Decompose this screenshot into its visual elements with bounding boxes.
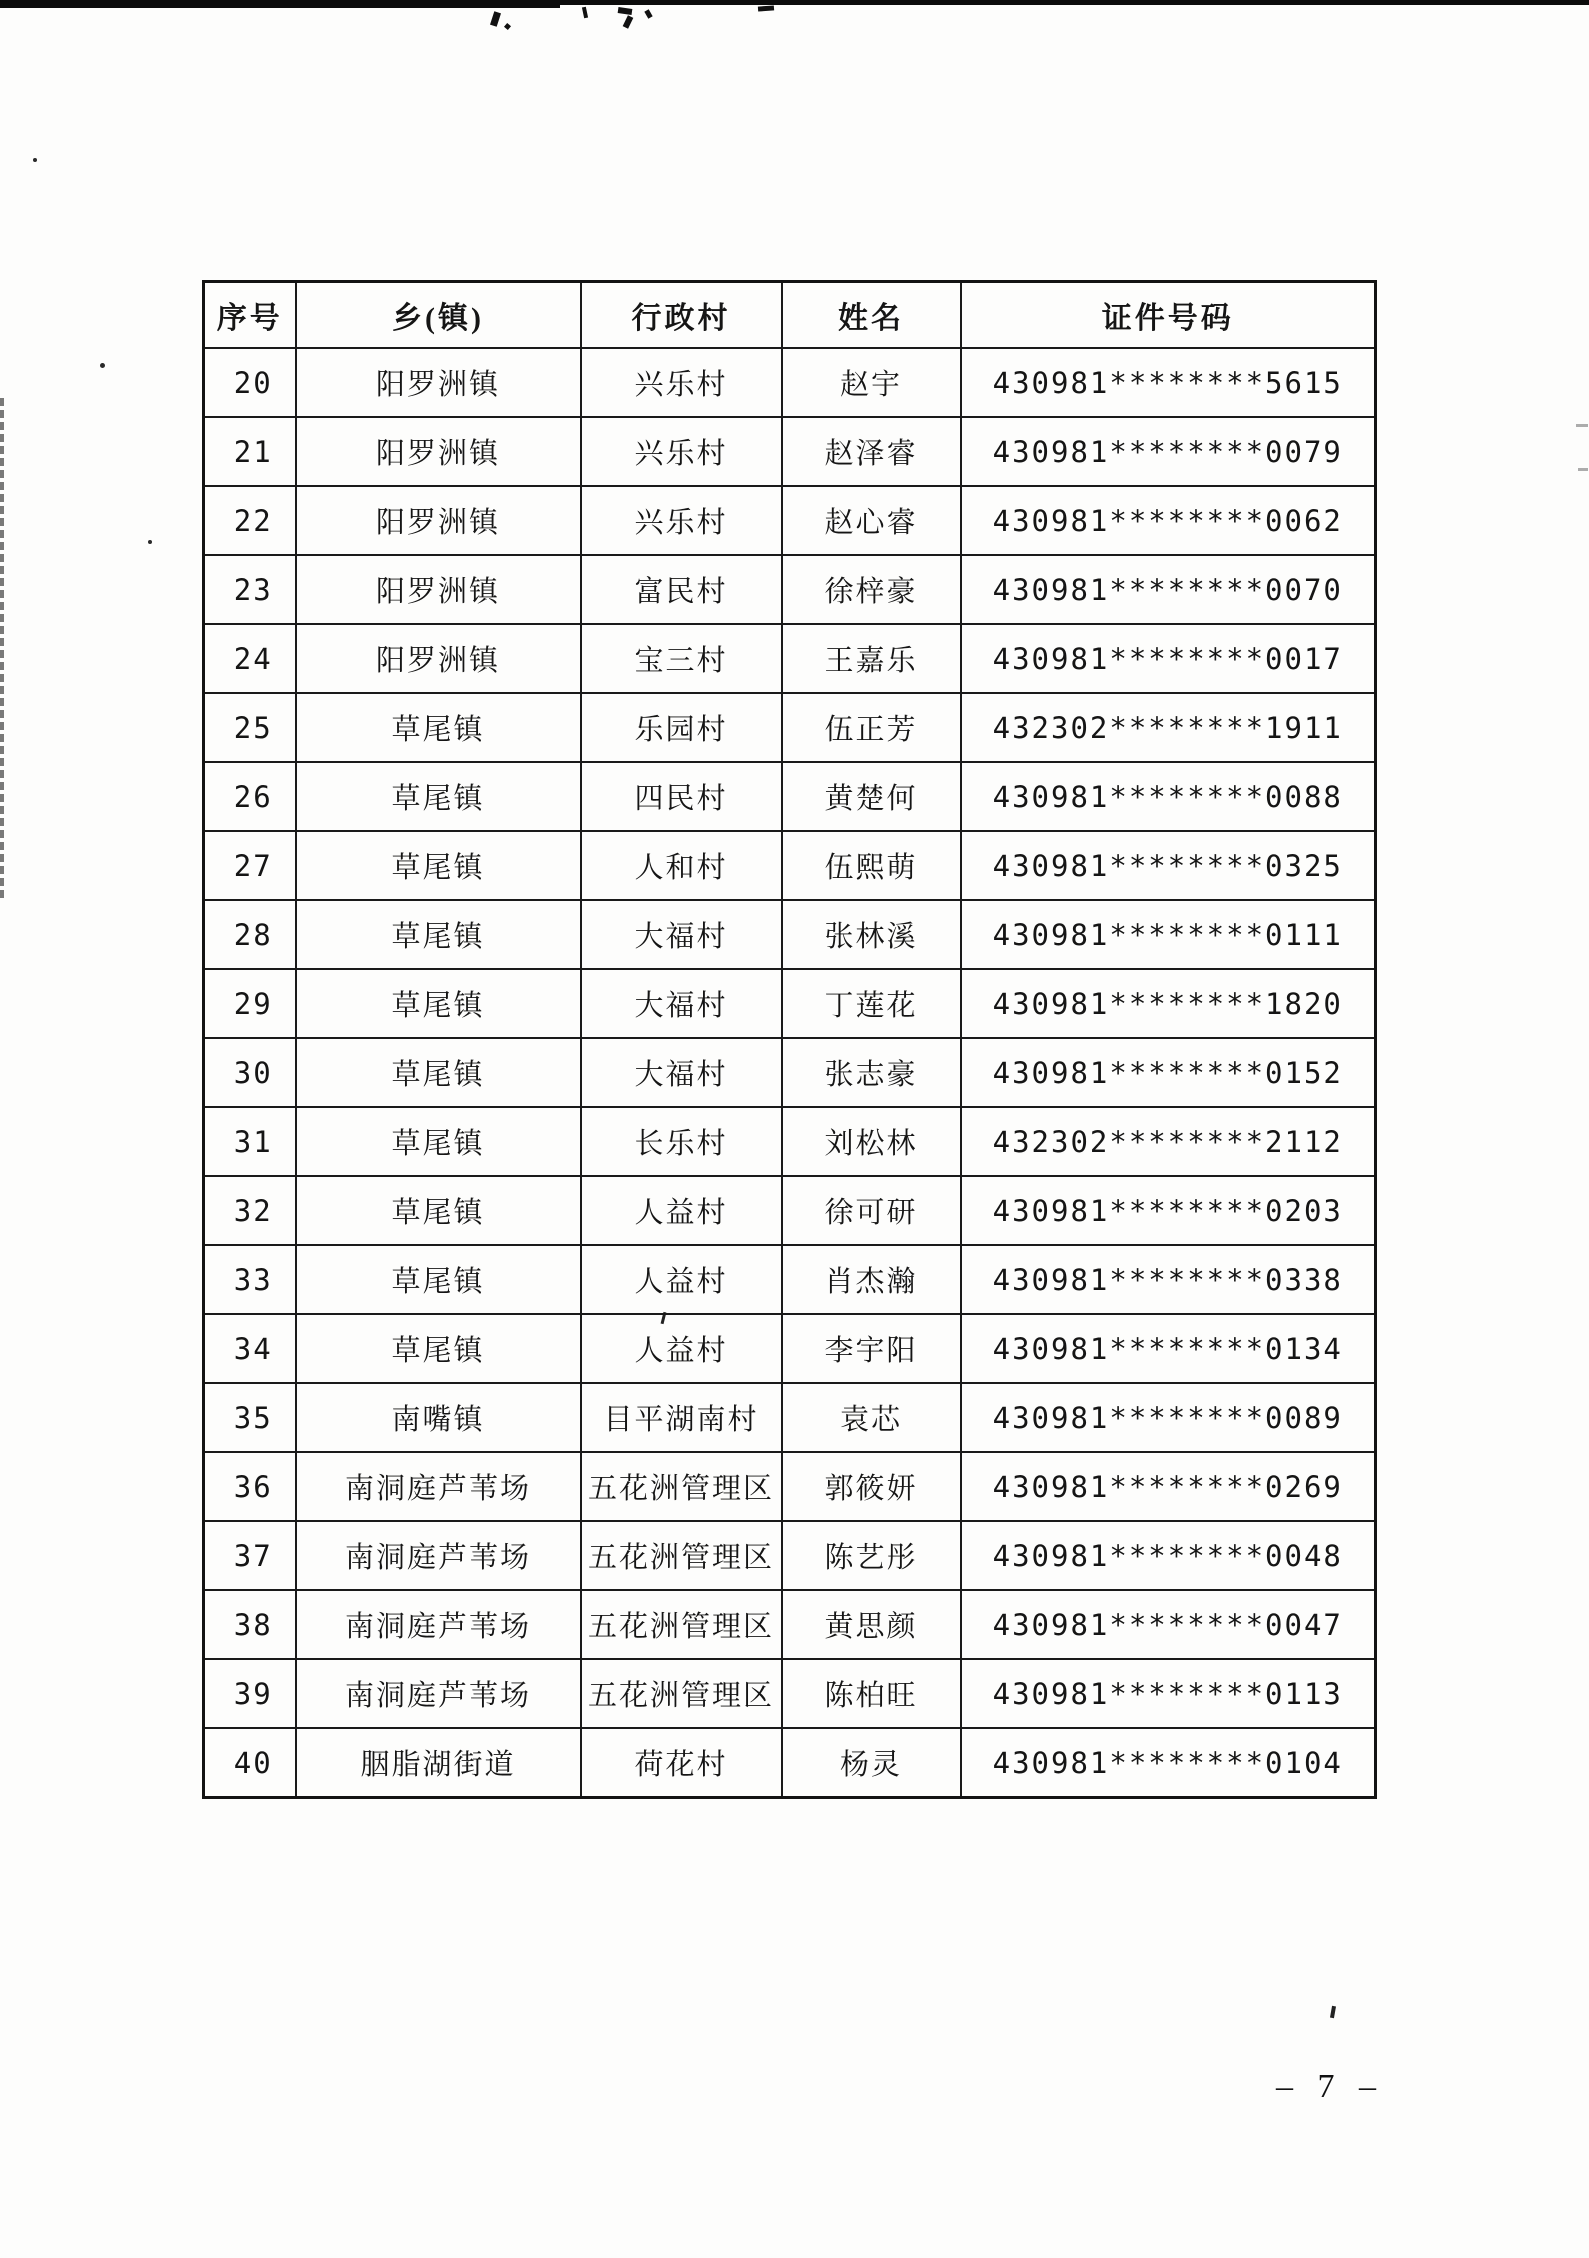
ink-speck [504,23,511,30]
cell-name: 赵宇 [782,348,961,417]
scan-artifact-right-edge [1578,468,1588,471]
cell-name: 丁莲花 [782,969,961,1038]
ink-speck [644,9,652,18]
cell-village: 宝三村 [581,624,782,693]
cell-township: 草尾镇 [296,1245,581,1314]
cell-village: 五花洲管理区 [581,1452,782,1521]
cell-serial: 23 [204,555,296,624]
cell-village: 兴乐村 [581,348,782,417]
cell-serial: 22 [204,486,296,555]
cell-name: 徐梓豪 [782,555,961,624]
cell-township: 阳罗洲镇 [296,417,581,486]
cell-township: 阳罗洲镇 [296,348,581,417]
cell-village: 长乐村 [581,1107,782,1176]
cell-township: 草尾镇 [296,762,581,831]
cell-serial: 28 [204,900,296,969]
ink-dot [148,540,152,544]
table-row [204,1038,1376,1107]
ink-tick [1330,2006,1336,2019]
cell-name: 赵泽睿 [782,417,961,486]
cell-village: 人益村 [581,1245,782,1314]
table-row [204,1176,1376,1245]
cell-name: 陈艺彤 [782,1521,961,1590]
cell-serial: 34 [204,1314,296,1383]
cell-id-number: 430981********0113 [961,1659,1376,1728]
table-row [204,693,1376,762]
cell-township: 阳罗洲镇 [296,555,581,624]
header-id-number: 证件号码 [961,282,1376,349]
cell-name: 陈柏旺 [782,1659,961,1728]
cell-name: 伍熙萌 [782,831,961,900]
header-serial: 序号 [204,282,296,349]
cell-serial: 32 [204,1176,296,1245]
cell-township: 南洞庭芦苇场 [296,1452,581,1521]
cell-name: 徐可研 [782,1176,961,1245]
header-village: 行政村 [581,282,782,349]
cell-name: 伍正芳 [782,693,961,762]
table-row [204,1107,1376,1176]
cell-village: 五花洲管理区 [581,1521,782,1590]
cell-village: 兴乐村 [581,486,782,555]
table-row [204,348,1376,417]
cell-township: 胭脂湖街道 [296,1728,581,1798]
cell-id-number: 430981********0134 [961,1314,1376,1383]
table-row [204,1314,1376,1383]
cell-village: 四民村 [581,762,782,831]
cell-serial: 21 [204,417,296,486]
header-name: 姓名 [782,282,961,349]
cell-id-number: 430981********0089 [961,1383,1376,1452]
cell-township: 草尾镇 [296,900,581,969]
cell-township: 草尾镇 [296,831,581,900]
table-row [204,831,1376,900]
cell-village: 兴乐村 [581,417,782,486]
cell-name: 张志豪 [782,1038,961,1107]
cell-id-number: 430981********0017 [961,624,1376,693]
cell-serial: 27 [204,831,296,900]
cell-name: 郭筱妍 [782,1452,961,1521]
cell-name: 刘松林 [782,1107,961,1176]
cell-township: 阳罗洲镇 [296,486,581,555]
cell-id-number: 430981********0152 [961,1038,1376,1107]
cell-id-number: 430981********0047 [961,1590,1376,1659]
cell-village: 人和村 [581,831,782,900]
cell-village: 大福村 [581,1038,782,1107]
roster-table [202,280,1377,1799]
cell-id-number: 430981********0338 [961,1245,1376,1314]
cell-id-number: 430981********1820 [961,969,1376,1038]
table-row [204,1245,1376,1314]
ink-speck [618,7,633,15]
cell-id-number: 432302********1911 [961,693,1376,762]
ink-dot [33,158,37,162]
cell-name: 张林溪 [782,900,961,969]
cell-name: 黄楚何 [782,762,961,831]
page-number: – 7 – [1276,2068,1384,2105]
cell-serial: 31 [204,1107,296,1176]
cell-id-number: 430981********0048 [961,1521,1376,1590]
cell-village: 大福村 [581,900,782,969]
cell-name: 袁芯 [782,1383,961,1452]
cell-id-number: 430981********0104 [961,1728,1376,1798]
ink-speck [758,5,774,11]
cell-township: 南洞庭芦苇场 [296,1521,581,1590]
cell-township: 草尾镇 [296,1107,581,1176]
cell-township: 草尾镇 [296,693,581,762]
cell-name: 李宇阳 [782,1314,961,1383]
cell-serial: 40 [204,1728,296,1798]
table-row [204,900,1376,969]
cell-village: 五花洲管理区 [581,1659,782,1728]
cell-serial: 39 [204,1659,296,1728]
cell-id-number: 430981********0062 [961,486,1376,555]
table-row [204,555,1376,624]
cell-serial: 26 [204,762,296,831]
cell-id-number: 430981********0088 [961,762,1376,831]
cell-township: 草尾镇 [296,1176,581,1245]
cell-township: 阳罗洲镇 [296,624,581,693]
table-row [204,624,1376,693]
table-row [204,486,1376,555]
cell-serial: 20 [204,348,296,417]
cell-serial: 38 [204,1590,296,1659]
cell-village: 大福村 [581,969,782,1038]
ink-speck [582,7,588,19]
ink-speck [490,11,501,26]
cell-serial: 24 [204,624,296,693]
cell-id-number: 430981********0070 [961,555,1376,624]
cell-township: 南洞庭芦苇场 [296,1659,581,1728]
cell-village: 荷花村 [581,1728,782,1798]
cell-serial: 30 [204,1038,296,1107]
table-row [204,1728,1376,1798]
cell-id-number: 430981********0325 [961,831,1376,900]
header-township: 乡(镇) [296,282,581,349]
scan-artifact-right-edge [1576,424,1588,427]
cell-serial: 25 [204,693,296,762]
scan-artifact-left-edge [0,398,4,898]
cell-serial: 37 [204,1521,296,1590]
cell-id-number: 430981********0269 [961,1452,1376,1521]
cell-village: 乐园村 [581,693,782,762]
table-row [204,1521,1376,1590]
cell-village: 人益村 [581,1314,782,1383]
cell-id-number: 430981********0111 [961,900,1376,969]
cell-id-number: 432302********2112 [961,1107,1376,1176]
cell-id-number: 430981********0079 [961,417,1376,486]
cell-name: 黄思颜 [782,1590,961,1659]
ink-dot [100,363,105,368]
cell-serial: 29 [204,969,296,1038]
table-row [204,1590,1376,1659]
scan-artifact-top-line-thick [0,0,560,8]
table-header-row [204,282,1376,349]
cell-serial: 33 [204,1245,296,1314]
table-row [204,1383,1376,1452]
cell-township: 南洞庭芦苇场 [296,1590,581,1659]
table-row [204,969,1376,1038]
table-row [204,1659,1376,1728]
cell-name: 赵心睿 [782,486,961,555]
cell-name: 王嘉乐 [782,624,961,693]
cell-village: 富民村 [581,555,782,624]
cell-id-number: 430981********0203 [961,1176,1376,1245]
cell-village: 人益村 [581,1176,782,1245]
cell-serial: 36 [204,1452,296,1521]
cell-id-number: 430981********5615 [961,348,1376,417]
table-row [204,1452,1376,1521]
cell-name: 杨灵 [782,1728,961,1798]
cell-serial: 35 [204,1383,296,1452]
cell-name: 肖杰瀚 [782,1245,961,1314]
table-row [204,762,1376,831]
cell-village: 目平湖南村 [581,1383,782,1452]
cell-village: 五花洲管理区 [581,1590,782,1659]
cell-township: 南嘴镇 [296,1383,581,1452]
cell-township: 草尾镇 [296,969,581,1038]
cell-township: 草尾镇 [296,1038,581,1107]
cell-township: 草尾镇 [296,1314,581,1383]
table-row [204,417,1376,486]
ink-speck [623,15,634,28]
